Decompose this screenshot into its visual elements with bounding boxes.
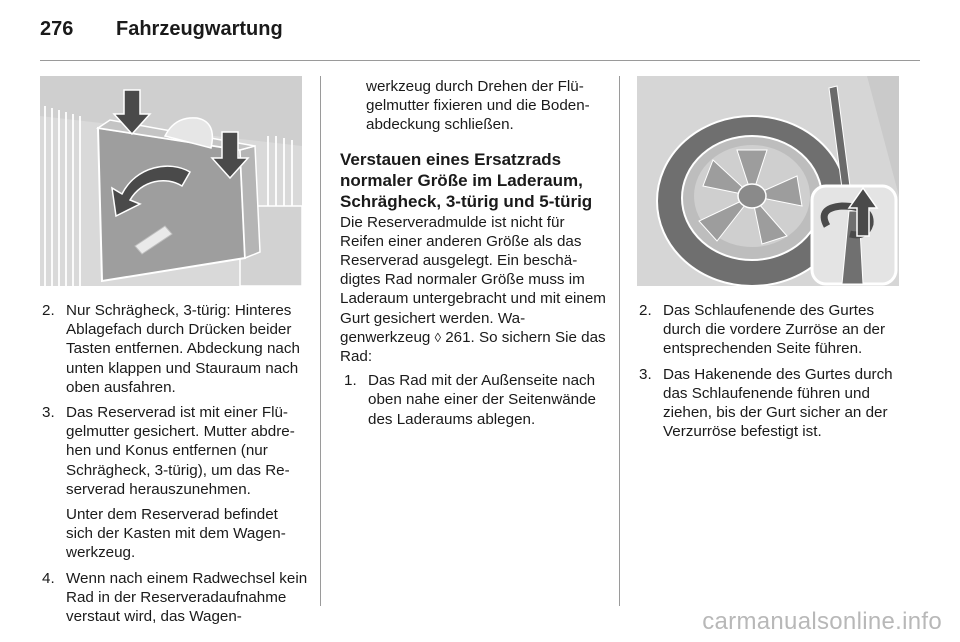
page-header	[40, 18, 283, 48]
list-item-2	[637, 301, 903, 359]
list-text: Wenn nach einem Radwechsel kein Rad in der Reserveradaufnahme verstaut wird, das Wagen-	[66, 569, 308, 626]
watermark: carmanualsonline.info	[702, 608, 942, 635]
column-2	[340, 77, 606, 429]
list-text: Das Reserverad ist mit einer Flügelmutter gesichert. Mutter abdrehen und Konus entfernen (nur Schrägheck, 3-türig), um das Reserverad herauszunehmen.	[66, 404, 295, 498]
list-item-3-note: Unter dem Reserverad befindet sich der Kasten mit dem Wagenwerkzeug.	[66, 506, 286, 562]
column-1	[40, 301, 308, 632]
list-number: 2.	[42, 302, 55, 319]
column-divider-1	[320, 76, 321, 606]
list-item-1	[340, 371, 606, 429]
list-number: 3.	[639, 365, 652, 383]
paragraph-text: Die Reserveradmulde ist nicht für Reifen einer anderen Größe als das Reserverad ausgelegt. Ein beschädigtes Rad normaler Größe muss im Laderaum untergebracht und mit einem Gurt gesichert werden. Wagenwerkzeug	[340, 213, 606, 346]
list-item-3	[637, 365, 903, 442]
continuation-text: werkzeug durch Drehen der Flügelmutter fixieren und die Bodenabdeckung schließen.	[366, 78, 590, 134]
figure-storage-compartment	[40, 76, 302, 286]
header-rule	[40, 60, 920, 61]
list-item-4	[40, 569, 308, 627]
storage-compartment-illustration	[40, 76, 302, 286]
column-3	[637, 301, 903, 447]
list-text: Das Hakenende des Gurtes durch das Schlaufenende führen und ziehen, bis der Gurt sicher an der Verzurröse befestigt ist.	[663, 365, 893, 441]
paragraph-text-cont: 261. So sichern Sie das Rad:	[340, 328, 606, 366]
list-number: 3.	[42, 404, 55, 422]
page-reference-icon: ◊	[434, 329, 441, 345]
list-text: Das Schlaufenende des Gurtes durch die vordere Zurröse an der entsprechenden Seite führen.	[663, 302, 886, 358]
list-number: 1.	[344, 372, 357, 390]
page-number: 276	[40, 18, 74, 40]
figure-spare-wheel-strap	[637, 76, 899, 286]
list-item-3	[40, 403, 308, 499]
page-title: Fahrzeugwartung	[116, 18, 283, 40]
list-text: Nur Schrägheck, 3-türig: Hinteres Ablagefach durch Drücken beider Tasten entfernen. Abdeckung nach unten klappen und Stauraum nach oben ausfahren.	[66, 302, 300, 396]
list-number: 4.	[42, 569, 55, 587]
list-text: Das Rad mit der Außenseite nach oben nahe einer der Seitenwände des Laderaums ablegen.	[368, 372, 596, 428]
column-divider-2	[619, 76, 620, 606]
spare-wheel-illustration	[637, 76, 899, 286]
list-number: 2.	[639, 302, 652, 319]
section-heading: Verstauen eines Ersatzrads normaler Größe im Laderaum, Schrägheck, 3-türig und 5-türig	[340, 149, 593, 211]
section-paragraph	[340, 213, 606, 367]
list-item-2	[40, 301, 308, 397]
